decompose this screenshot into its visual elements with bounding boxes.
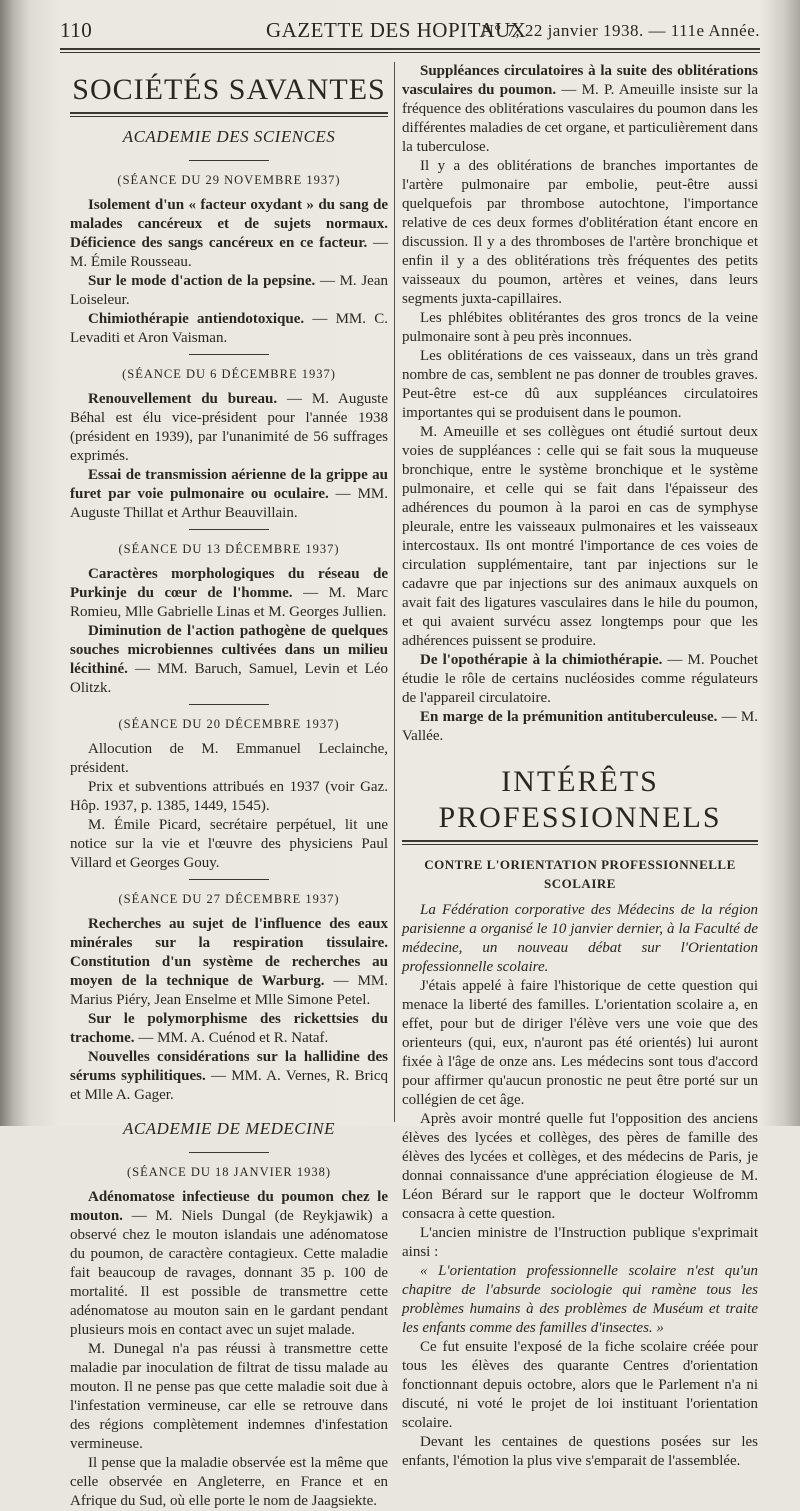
paragraph-authors: — M. Jean Loiseleur. [70, 273, 388, 308]
paragraph: Prix et subventions attribués en 1937 (voir Gaz. Hôp. 1937, p. 1385, 1449, 1545). [70, 779, 388, 814]
paragraph-title: En marge de la prémunition antituberculeuse. [420, 709, 718, 725]
paragraph-title: Recherches au sujet de l'influence des eaux minérales sur la respiration tissulaire. Constitution d'un système de recherches au moyen de la technique de Warburg. [70, 916, 388, 989]
subsection-academie-medecine: ACADEMIE DE MEDECINE [122, 1119, 336, 1138]
section-title-interets: INTÉRÊTS PROFESSIONNELS [438, 765, 722, 834]
section-rule [70, 112, 388, 117]
paragraph-title: Sur le mode d'action de la pepsine. [88, 273, 316, 289]
paragraph: Les oblitérations de ces vaisseaux, dans un très grand nombre de cas, semblent ne pas donner de troubles graves. Peut-être est-ce dû aux suppléances circulatoires importantes qui se produisent dans le poumon. [402, 348, 758, 421]
paragraph-authors: — MM. Marius Piéry, Jean Enselme et Mlle Simone Petel. [70, 973, 388, 1008]
divider [189, 529, 269, 530]
seance-heading: (SÉANCE DU 29 NOVEMBRE 1937) [117, 173, 341, 187]
section-title-societes: SOCIÉTÉS SAVANTES [72, 73, 386, 106]
paragraph-lead: La Fédération corporative des Médecins de la région parisienne a organisé le 10 janvier dernier, à la Faculté de médecine, un nouveau débat sur l'Orientation professionnelle scolaire. [402, 902, 758, 975]
paragraph: M. Dunegal n'a pas réussi à transmettre cette maladie par inoculation de filtrat de tissu malade au mouton. Il ne pense pas que cette maladie soit due à l'infestation vermineuse, car elle se retrouve dans des régions complètement indemnes d'infestation vermineuse. [70, 1341, 388, 1452]
paragraph-title: Essai de transmission aérienne de la grippe au furet par voie pulmonaire ou oculaire. [70, 467, 388, 502]
paragraph-authors: — M. Marc Romieu, Mlle Gabrielle Linas et M. Georges Jullien. [70, 585, 388, 620]
paragraph-title: Adénomatose infectieuse du poumon chez le mouton. [70, 1189, 388, 1224]
paragraph [70, 390, 388, 466]
paragraph-title: Sur le polymorphisme des rickettsies du trachome. [70, 1011, 388, 1046]
seance-heading: (SÉANCE DU 6 DÉCEMBRE 1937) [122, 367, 336, 381]
right-column [402, 62, 758, 1471]
page-number: 110 [60, 18, 93, 42]
paragraph: Après avoir montré quelle fut l'opposition des anciens élèves des lycées et collèges, des pères de famille des élèves des lycées et collèges, et des médecins de Paris, je donnai connaissance d'une appréciation élogieuse de M. Léon Bérard sur le rapport que le docteur Wolfromm consacra à cette question. [402, 1111, 758, 1222]
left-column [70, 62, 388, 1511]
paragraph [70, 196, 388, 272]
paragraph [402, 708, 758, 746]
divider [189, 160, 269, 161]
paragraph-text: — M. Auguste Béhal est élu vice-président pour l'année 1938 (président en 1939), par l'unanimité de 56 suffrages exprimés. [70, 391, 388, 464]
paragraph [70, 272, 388, 310]
paragraph: Il y a des oblitérations de branches importantes de l'artère pulmonaire par embolie, peut-être aussi quelquefois par thrombose autochtone, l'importance relative de ces deux formes d'oblitération étant encore en discussion. Il y a des thromboses de l'artère bronchique et enfin il y a des oblitérations très fréquentes des petits vaisseaux du poumon, artères et veines, dans leurs segments juxta-capillaires. [402, 158, 758, 307]
paragraph: Ce fut ensuite l'exposé de la fiche scolaire créée pour tous les élèves des quarante Centres d'orientation fonctionnant depuis octobre, alors que le Parlement n'a ni discuté, ni voté le projet de loi instituant l'orientation scolaire. [402, 1339, 758, 1431]
paragraph: Allocution de M. Emmanuel Leclainche, président. [70, 741, 388, 776]
paragraph-authors: — MM. Baruch, Samuel, Levin et Léo Olitzk. [70, 661, 388, 696]
paragraph: M. Émile Picard, secrétaire perpétuel, lit une notice sur la vie et l'œuvre des physiciens Paul Villard et Georges Gouy. [70, 817, 388, 871]
paragraph [70, 1048, 388, 1105]
paragraph-title: Chimiothérapie antiendotoxique. [88, 311, 305, 327]
paragraph-title: Isolement d'un « facteur oxydant » du sang de malades cancéreux et de sujets normaux. Déficience des sangs cancéreux en ce facteur. [70, 197, 388, 251]
paragraph [70, 565, 388, 622]
journal-title: GAZETTE DES HOPITAUX [266, 18, 527, 42]
seance-heading: (SÉANCE DU 18 JANVIER 1938) [126, 1165, 332, 1179]
paragraph-text: — M. Pouchet étudie le rôle de certains nucléosides comme régulateurs de l'appareil circulatoire. [402, 652, 758, 706]
paragraph: L'ancien ministre de l'Instruction publique s'exprimait ainsi : [402, 1225, 758, 1260]
paragraph: J'étais appelé à faire l'historique de cette question qui menace la liberté des familles. L'orientation scolaire a, en effet, pour but de diriger l'élève vers une voie que des orienteurs (qui, eux, n'auront pas été orientés) lui auront fixée à l'âge de onze ans. Les médecins sont tous d'accord pour affirmer qu'aucun pronostic ne peut être porté sur un collégien de cet âge. [402, 978, 758, 1108]
paragraph-authors: — MM. A. Cuénod et R. Nataf. [134, 1030, 329, 1046]
header-rule [60, 48, 760, 53]
page-header [60, 18, 760, 46]
paragraph: Devant les centaines de questions posées sur les enfants, l'émotion la plus vive s'emparait de l'assemblée. [402, 1434, 758, 1469]
paragraph [70, 915, 388, 1010]
paragraph: Il pense que la maladie observée est la même que celle observée en Angleterre, en France et en Afrique du Sud, où elle porte le nom de Jaagsiekte. [70, 1455, 388, 1509]
section-rule [402, 840, 758, 845]
paragraph [402, 651, 758, 708]
paragraph-text: — M. Niels Dungal (de Reykjawik) a observé chez le mouton islandais une adénomatose du poumon, de caractère contagieux. Cette maladie fait beaucoup de ravages, donnant 35 p. 100 de mortalité. Il est possible de transmettre cette adénomatose au mouton sain en le gardant pendant plusieurs mois en contact avec un sujet malade. [70, 1208, 388, 1338]
paragraph-title: Caractères morphologiques du réseau de Purkinje du cœur de l'homme. [70, 566, 388, 601]
article-headline: CONTRE L'ORIENTATION PROFESSIONNELLE SCOLAIRE [424, 857, 736, 891]
divider [189, 879, 269, 880]
paragraph-authors: — M. Émile Rousseau. [70, 235, 388, 270]
paragraph: M. Ameuille et ses collègues ont étudié surtout deux voies de suppléances : celle qui se fait sous la muqueuse bronchique, entre le système bronchique et le système pulmonaire, et celle qui se fait dans l'épaisseur des adhérences du poumon à la paroi en cas de symphyse pleurale, entre les vaisseaux pulmonaires et les vaisseaux intercostaux. Ils ont montré l'importance de ces voies de circulation supplémentaire, tant par injections sur le cadavre que par injections sur des animaux auxquels on avait fait des ligatures vasculaires dans le hile du poumon, et qui avaient survécu assez longtemps pour que les adhérences puissent se produire. [402, 424, 758, 649]
paragraph [70, 622, 388, 698]
paragraph-authors: — MM. Auguste Thillat et Arthur Beauvillain. [70, 486, 388, 521]
issue-info: N° 7, 22 janvier 1938. — 111e Année. [481, 21, 760, 40]
paragraph [70, 310, 388, 348]
paragraph-title: Renouvellement du bureau. [88, 391, 278, 407]
paragraph-authors: — M. Vallée. [402, 709, 758, 744]
divider [189, 354, 269, 355]
paragraph [70, 1010, 388, 1048]
paragraph [402, 62, 758, 157]
seance-heading: (SÉANCE DU 13 DÉCEMBRE 1937) [118, 542, 340, 556]
seance-heading: (SÉANCE DU 27 DÉCEMBRE 1937) [118, 892, 340, 906]
paragraph-title: Diminution de l'action pathogène de quelques souches microbiennes cultivées dans un milieu lécithiné. [70, 623, 388, 677]
column-divider [394, 62, 395, 1122]
paragraph-authors: — MM. A. Vernes, R. Bricq et Mlle A. Gager. [70, 1068, 388, 1103]
paragraph-title: Suppléances circulatoires à la suite des oblitérations vasculaires du poumon. [402, 63, 758, 98]
seance-heading: (SÉANCE DU 20 DÉCEMBRE 1937) [118, 717, 340, 731]
paragraph-text: — M. P. Ameuille insiste sur la fréquence des oblitérations vasculaires du poumon dans les différentes maladies de cet organe, et particulièrement dans la tuberculose. [402, 82, 759, 155]
divider [189, 1152, 269, 1153]
paragraph: Les phlébites oblitérantes des gros troncs de la veine pulmonaire sont à peu près inconnues. [402, 310, 758, 345]
paragraph-title: Nouvelles considérations sur la hallidine des sérums syphilitiques. [70, 1049, 388, 1084]
divider [189, 704, 269, 705]
paragraph-authors: — MM. C. Levaditi et Aron Vaisman. [70, 311, 388, 346]
paragraph [70, 466, 388, 523]
paragraph-title: De l'opothérapie à la chimiothérapie. [420, 652, 663, 668]
paragraph [70, 1188, 388, 1340]
subsection-academie-sciences: ACADEMIE DES SCIENCES [122, 127, 336, 146]
quotation: « L'orientation professionnelle scolaire n'est qu'un chapitre de l'absurde sociologie qui ramène tous les problèmes humains à des problèmes de Muséum et traite les enfants comme des familles d'insectes. » [402, 1263, 758, 1336]
